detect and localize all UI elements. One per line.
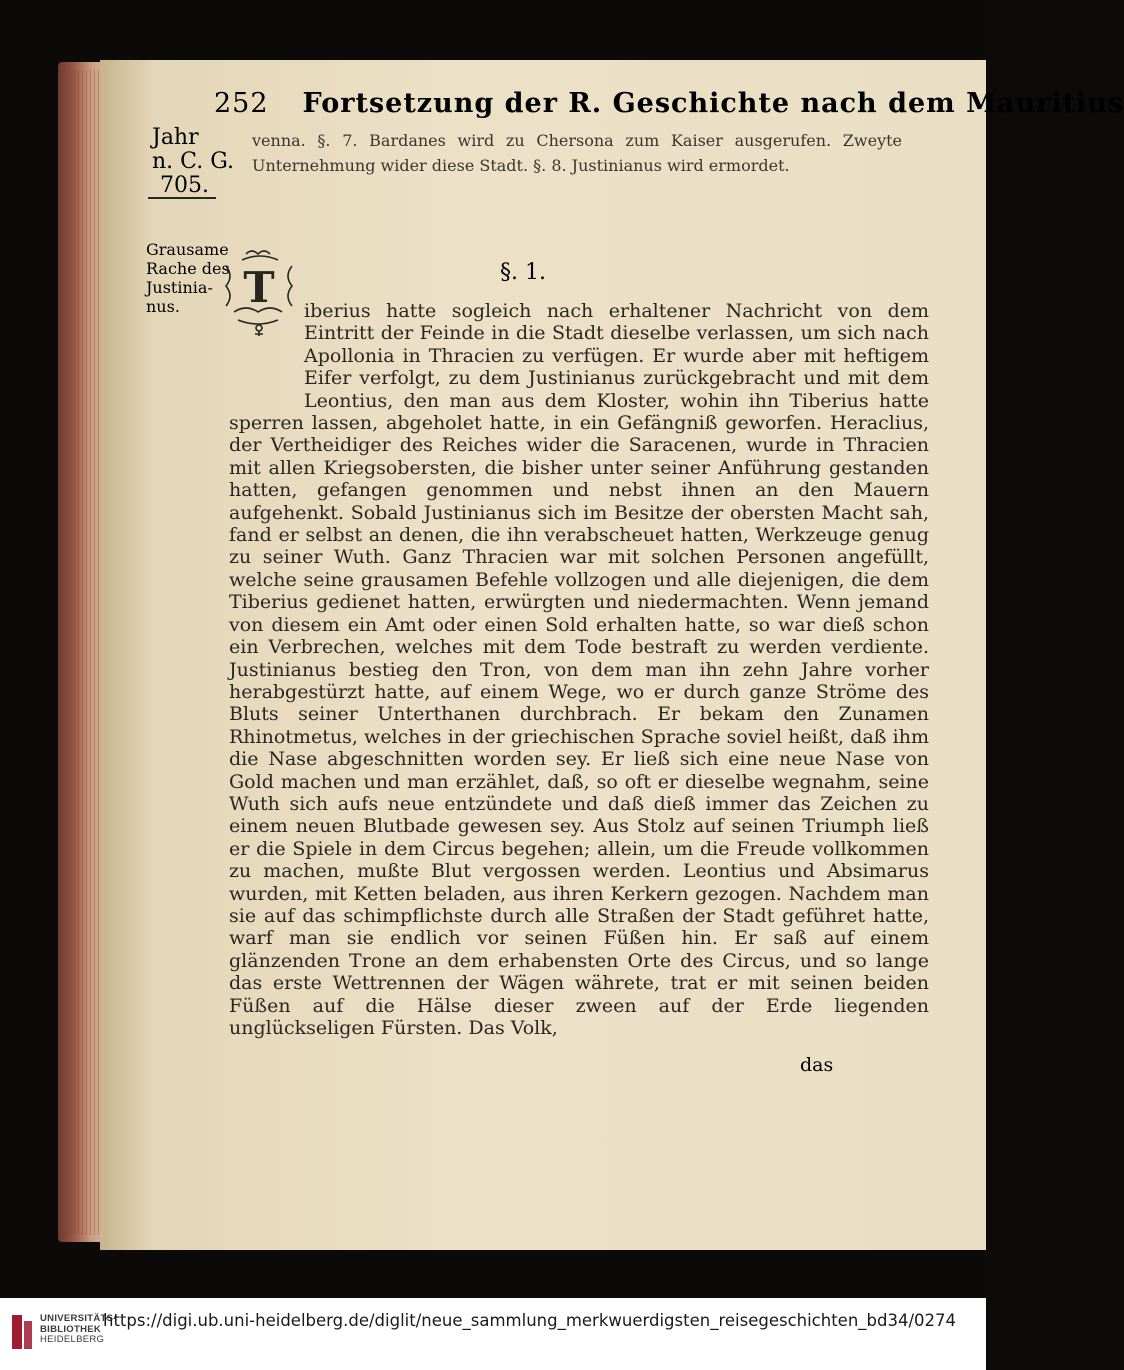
running-head-title: Fortsetzung der R. Geschichte nach dem Mauritius <box>302 88 1124 119</box>
margin-rule <box>148 197 216 199</box>
chapter-summary: venna. §. 7. Bardanes wird zu Chersona zum Kaiser ausgerufen. Zweyte Unternehmung wider diese Stadt. §. 8. Justinianus wird ermordet. <box>252 131 902 175</box>
margin-year: 705. <box>160 173 209 198</box>
margin-year-note <box>148 126 234 198</box>
permalink-url[interactable]: https://digi.ub.uni-heidelberg.de/diglit/neue_sammlung_merkwuerdigsten_reisegeschichten_bd34/0274 <box>103 1311 957 1330</box>
library-logo-icon[interactable] <box>10 1313 34 1351</box>
section-mark: §. 1. <box>500 260 546 285</box>
body-text: iberius hatte sogleich nach erhaltener Nachricht von dem Eintritt der Feinde in die Stadt dieselbe verlassen, um sich nach Apollonia in Thracien zu verfügen. Er wurde aber mit heftigem Eifer verfolgt, zu dem Justinianus zurückgebracht und mit dem Leontius, den man aus dem Kloster, wohin ihn Tiberius hatte sperren lassen, abgeholet hatte, in ein Gefängniß geworfen. Heraclius, der Vertheidiger des Reiches wider die Saracenen, wurde in Thracien mit allen Kriegsobersten, die bisher unter seiner Anführung gestanden hatten, gefangen genommen und nebst ihnen an den Mauern aufgehenkt. Sobald Justinianus sich im Besitze der obersten Macht sah, fand er selbst an denen, die ihn verabscheuet hatten, Werkzeuge genug zu seiner Wuth. Ganz Thracien war mit solchen Personen angefüllt, welche seine grausamen Befehle vollzogen und alle diejenigen, die dem Tiberius gedienet hatten, erwürgten und niedermachten. Wenn jemand von diesem ein Amt oder einen Sold erhalten hatte, so war dieß schon ein Verbrechen, welches mit dem Tode bestraft zu werden verdiente. Justinianus bestieg den Tron, von dem man ihn zehn Jahre vorher herabgestürzt hatte, auf einem Wege, wo er durch ganze Ströme des Bluts seiner Unterthanen durchbrach. Er bekam den Zunamen Rhinotmetus, welches in der griechischen Sprache soviel heißt, daß ihm die Nase abgeschnitten worden sey. Er ließ sich eine neue Nase von Gold machen und man erzählet, daß, so oft er dieselbe wegnahm, seine Wuth sich aufs neue entzündete und daß dieß immer das Zeichen zu einem neuen Blutbade gewesen sey. Aus Stolz auf seinen Triumph ließ er die Spiele in dem Circus begehen; allein, um die Freude vollkommen zu machen, mußte Blut vergossen werden. Leontius und Absimarus wurden, mit Ketten beladen, aus ihren Kerkern gezogen. Nachdem man sie auf das schimpflichste durch alle Straßen der Stadt geführet hatte, warf man sie endlich vor seinen Füßen hin. Er saß auf einem glänzenden Trone an dem erhabensten Orte des Circus, und so lange das erste Wettrennen der Wägen währete, trat er mit seinen beiden Füßen auf die Hälse dieser zween auf der Erde liegenden unglückseligen Fürsten. Das Volk, <box>229 300 929 1039</box>
library-name-line-1: UNIVERSITÄTS- <box>40 1313 117 1324</box>
margin-year-label-1: Jahr <box>152 125 199 150</box>
margin-year-label-2: n. C. G. <box>152 149 234 174</box>
margin-topic-line: nus. <box>146 297 180 316</box>
footer-bar <box>0 1298 986 1370</box>
margin-topic-line: Grausame <box>146 240 229 259</box>
page-number: 252 <box>214 88 269 119</box>
margin-topic-line: Justinia- <box>146 278 213 297</box>
library-name-line-3: HEIDELBERG <box>40 1334 105 1345</box>
library-name-line-2: BIBLIOTHEK <box>40 1323 102 1335</box>
margin-topic-line: Rache des <box>146 259 230 278</box>
running-head <box>214 88 1124 119</box>
body-text-block <box>229 300 929 1039</box>
catchword: das <box>800 1054 834 1076</box>
dropcap-indent <box>229 300 304 390</box>
dropcap-letter: T <box>243 263 275 312</box>
